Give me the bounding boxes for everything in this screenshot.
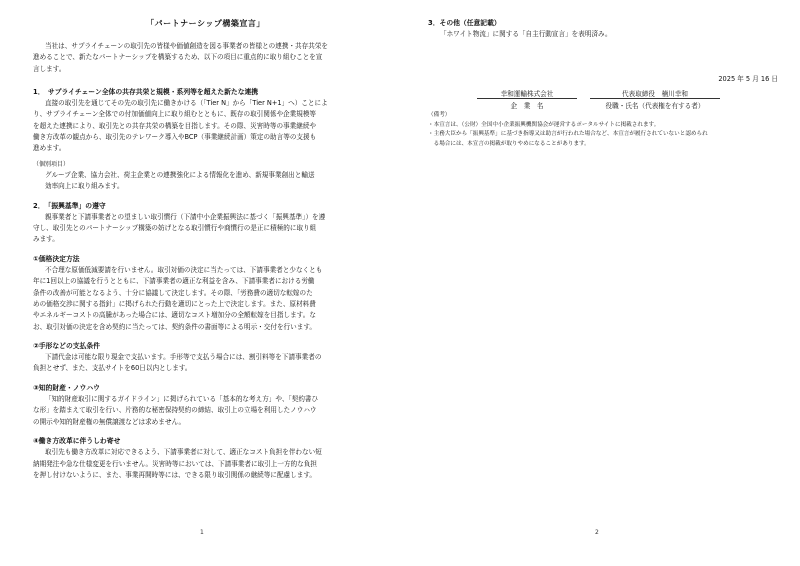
body-line: 直接の取引先を通じてその先の取引先に働きかける（「Tier N」から「Tier N+1」へ）ことによ	[45, 99, 328, 108]
subsection-1-body	[33, 265, 378, 333]
section-2-body	[33, 212, 378, 246]
body-line: 親事業者と下請事業者との望ましい取引慣行（下請中小企業振興法に基づく「振興基準」）を遵	[45, 212, 326, 221]
body-line: 下請代金は可能な限り現金で支払います。手形等で支払う場合には、割引料等を下請事業者の	[45, 353, 322, 362]
body-line: みます。	[33, 235, 59, 244]
body-line: お、取引対価の決定を含め契約に当たっては、契約条件の書面等による明示・交付を行います。	[33, 322, 317, 331]
section-1-example	[33, 170, 378, 193]
intro-paragraph	[33, 41, 378, 75]
company-label: 企 業 名	[510, 102, 544, 110]
example-line: グループ企業、協力会社、荷主企業との連携強化による情報化を進め、新規事業創出と輸送	[45, 170, 315, 179]
notes-block	[428, 111, 788, 149]
body-line: り、サプライチェーン全体での付加価値向上に取り組むとともに、既存の取引関係や企業規模等	[33, 110, 317, 119]
section-1-body	[33, 98, 378, 154]
section-3-body: 「ホワイト物流」に関する「自主行動宣言」を表明済み。	[440, 30, 612, 39]
section-2-heading: 2． 「振興基準」の遵守	[33, 201, 106, 210]
company-name: 幸和運輸株式会社	[477, 88, 577, 99]
representative-label: 役職・氏名（代表権を有する者）	[605, 102, 705, 110]
section-3-heading: 3．その他（任意記載）	[428, 19, 501, 27]
subsection-3-body	[33, 394, 378, 428]
body-line: 進めます。	[33, 144, 66, 153]
note-line: ・本宣言は、（公財）全国中小企業振興機関協会が運営するポータルサイトに掲載されます。	[428, 121, 660, 128]
body-line: の開示や知的財産権の無償譲渡などは求めません。	[33, 417, 186, 426]
body-line: な形」を踏まえて取引を行い、片務的な秘密保持契約の締結、取引上の立場を利用したノウハウ	[33, 406, 317, 415]
example-line: 効率向上に取り組みます。	[45, 182, 124, 191]
subsection-2-heading: ②手形などの支払条件	[33, 341, 100, 350]
body-line: 不合理な原価低減要請を行いません。取引対価の決定に当たっては、下請事業者と少なくとも	[45, 266, 323, 275]
body-line: を超えた連携により、取引先との共存共栄の構築を目指します。その際、災害時等の事業継続や	[33, 121, 317, 130]
page-number: 2	[595, 529, 599, 536]
page-title: 「パートナーシップ構築宣言」	[146, 19, 265, 28]
subsection-2-body	[33, 352, 378, 375]
body-line: 働き方改革の観点から、取引先のテレワーク導入やBCP（事業継続計画）策定の助言等の支援も	[33, 133, 317, 142]
subsection-1-heading: ①価格決定方法	[33, 254, 80, 263]
body-line: 「知的財産取引に関するガイドライン」に掲げられている「基本的な考え方」や、「契約書ひ	[45, 395, 319, 404]
body-line: 守し、取引先とのパートナーシップ構築の妨げとなる取引慣行や商慣行の是正に積極的に取り組	[33, 224, 317, 233]
note-line: る場合には、本宣言の掲載が取りやめになることがあります。	[428, 140, 590, 147]
body-line: 取引先も働き方改革に対応できるよう、下請事業者に対して、適正なコスト負担を伴わない短	[45, 448, 322, 457]
notes-label: （備考）	[428, 112, 451, 118]
intro-line: 言します。	[33, 64, 66, 73]
subsection-3-heading: ③知的財産・ノウハウ	[33, 383, 100, 392]
body-line: 年に1回以上の協議を行うとともに、下請事業者の適正な利益を含み、下請事業者における労働	[33, 277, 315, 286]
body-line: を押し付けないように、また、事業再開時等には、できる限り取引関係の継続等に配慮します。	[33, 470, 317, 479]
body-line: めの価格交渉に関する指針」に掲げられた行動を適切にとった上で決定します。また、原材料費	[33, 299, 316, 308]
page-2	[400, 0, 800, 566]
page-number: 1	[200, 529, 204, 536]
declaration-date: 2025 年 5 月 16 日	[718, 75, 778, 83]
intro-line: 当社は、サプライチェーンの取引先の皆様や価値創造を図る事業者の皆様との連携・共存共栄を	[45, 42, 329, 50]
section-1-heading: 1． サプライチェーン全体の共存共栄と規模・系列等を超えた新たな連携	[33, 87, 259, 96]
body-line: 負担とせず、また、支払サイトを60日以内とします。	[33, 364, 192, 373]
subsection-4-body	[33, 447, 378, 481]
body-line: 条件の改善が可能となるよう、十分に協議して決定します。その際、「労務費の適切な転嫁のた	[33, 288, 313, 297]
body-line: やエネルギーコストの高騰があった場合には、適切なコスト増加分の全額転嫁を目指します。な	[33, 311, 316, 320]
subsection-4-heading: ④働き方改革に伴うしわ寄せ	[33, 436, 121, 445]
representative-name: 代表取締役 楠川幸和	[590, 88, 720, 99]
intro-line: 進めることで、新たなパートナーシップを構築するため、以下の項目に重点的に取り組むことを宣	[33, 53, 323, 62]
note-line: ・主務大臣から「振興基準」に基づき指導又は助言が行われた場合など、本宣言が履行されていないと認められ	[428, 131, 708, 138]
body-line: 納期発注や急な仕様変更を行いません。災害時等においては、下請事業者に取引上一方的な負担	[33, 459, 317, 468]
example-label: （個別項目）	[33, 160, 70, 168]
